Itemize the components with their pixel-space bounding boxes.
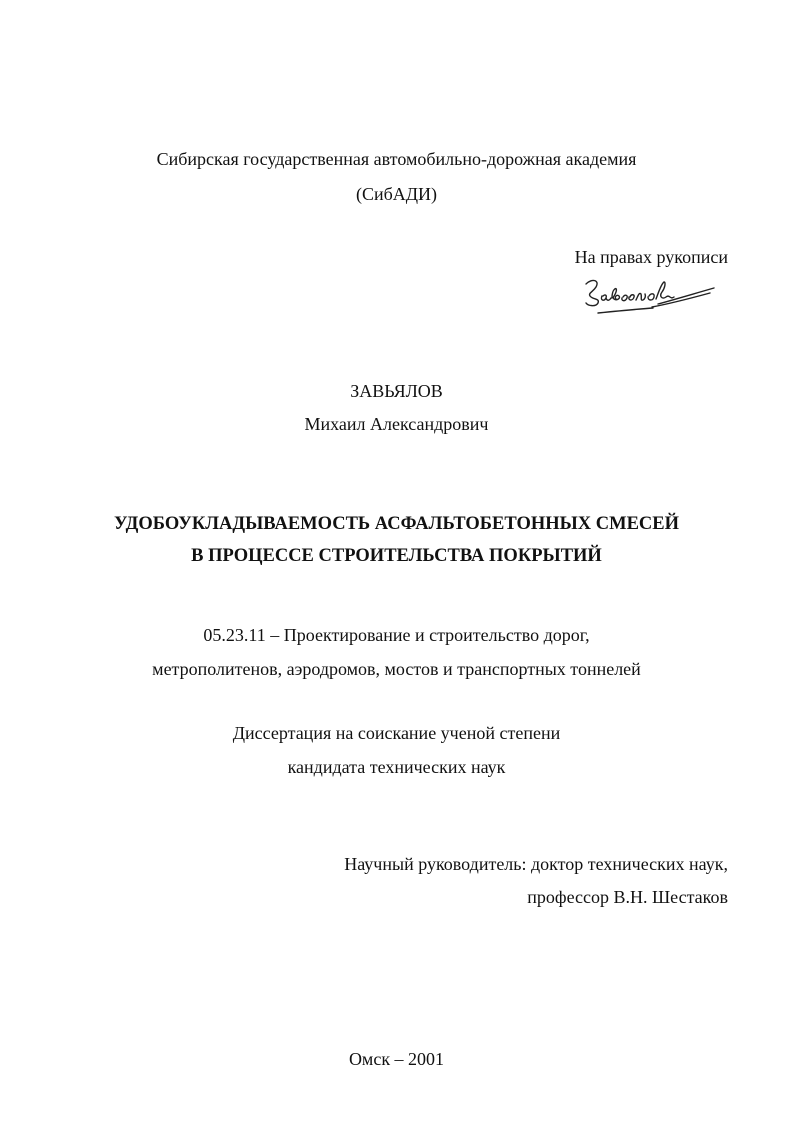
signature-text: Завьялов (578, 318, 582, 319)
specialty-line-1: 05.23.11 – Проектирование и строительство дорог, (203, 625, 590, 645)
manuscript-rights-note: На правах рукописи (574, 247, 728, 267)
author-surname: ЗАВЬЯЛОВ (350, 381, 443, 401)
institution-name: Сибирская государственная автомобильно-дорожная академия (156, 149, 637, 169)
author-given-names: Михаил Александрович (304, 414, 489, 434)
specialty-line-2: метрополитенов, аэродромов, мостов и транспортных тоннелей (152, 659, 641, 679)
supervisor-label: Научный руководитель: (344, 854, 527, 874)
city-year: Омск – 2001 (348, 1049, 445, 1069)
dissertation-title-line-1: УДОБОУКЛАДЫВАЕМОСТЬ АСФАЛЬТОБЕТОННЫХ СМЕСЕЙ (113, 514, 680, 534)
supervisor-degree: доктор технических наук, (531, 854, 728, 874)
supervisor-name: профессор В.Н. Шестаков (527, 887, 728, 907)
institution-abbreviation: (СибАДИ) (355, 184, 438, 204)
author-signature (578, 270, 718, 320)
degree-line-1: Диссертация на соискание ученой степени (232, 723, 561, 743)
supervisor-line (344, 853, 728, 875)
dissertation-title-line-2: В ПРОЦЕССЕ СТРОИТЕЛЬСТВА ПОКРЫТИЙ (191, 546, 602, 566)
degree-line-2: кандидата технических наук (287, 757, 506, 777)
